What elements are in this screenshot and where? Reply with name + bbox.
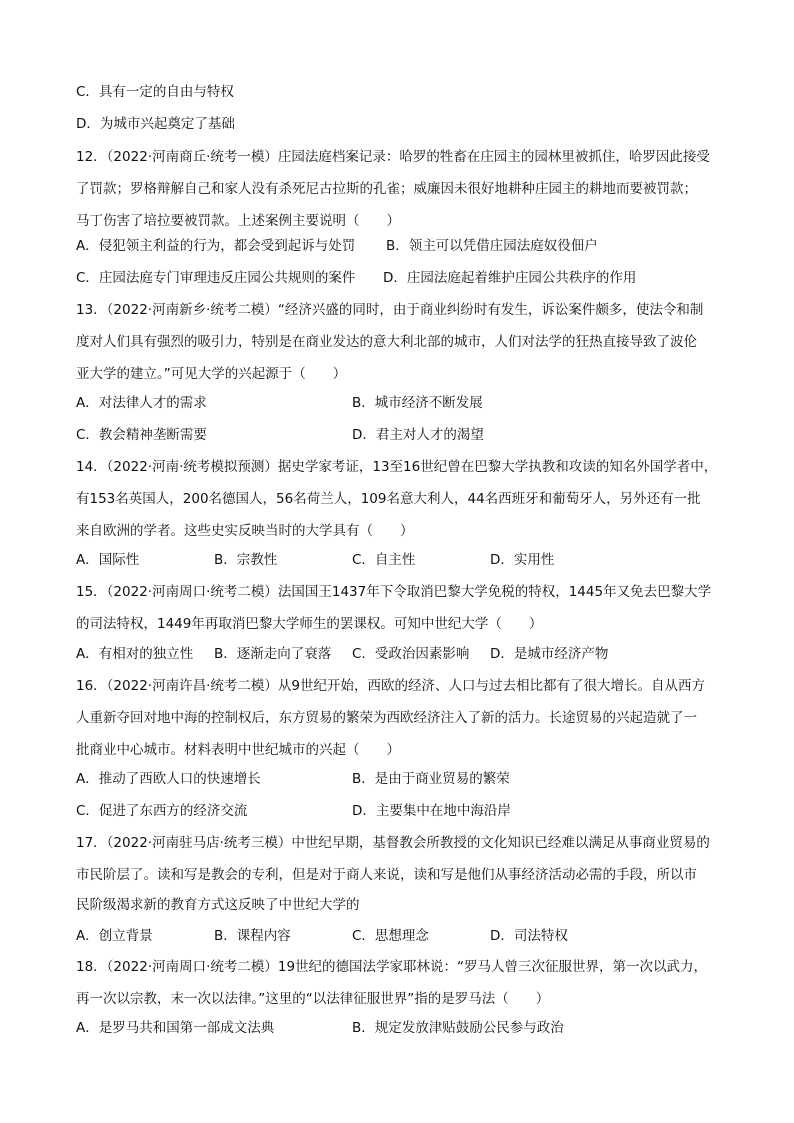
question-16-line-2: 人重新夺回对地中海的控制权后，东方贸易的繁荣为西欧经济注入了新的活力。长途贸易的兴起造就了一 [76, 710, 697, 726]
question-18-options-row [76, 1018, 736, 1038]
option-c-prev: C．具有一定的自由与特权 [76, 84, 234, 100]
question-15-option-c: C．受政治因素影响 [352, 646, 470, 662]
question-14-line-2: 有153名英国人，200名德国人，56名荷兰人，109名意大利人，44名西班牙和葡萄牙人，另外还有一批 [76, 491, 701, 507]
question-14-option-a: A．国际性 [76, 552, 140, 568]
question-12-option-b: B．领主可以凭借庄园法庭奴役佃户 [386, 238, 598, 254]
question-15-option-d: D．是城市经济产物 [490, 646, 609, 662]
question-13-option-b: B．城市经济不断发展 [352, 395, 483, 411]
question-17-options-row [76, 926, 736, 946]
question-17-option-d: D．司法特权 [490, 928, 568, 944]
question-13-options-row-1 [76, 393, 736, 413]
question-17-line-1: 17．（2022·河南驻马店·统考三模）中世纪早期，基督教会所教授的文化知识已经难以满足从事商业贸易的 [76, 835, 710, 851]
question-12-options-row-2 [76, 268, 736, 288]
question-12-line-1: 12．（2022·河南商丘·统考一模）庄园法庭档案记录：哈罗的牲畜在庄园主的园林里被抓住，哈罗因此接受 [76, 149, 710, 165]
question-17-option-b: B．课程内容 [214, 928, 291, 944]
question-17-line-2: 市民阶层了。读和写是教会的专利，但是对于商人来说，读和写是他们从事经济活动必需的手段，所以市 [76, 867, 697, 883]
question-15-option-a: A．有相对的独立性 [76, 646, 194, 662]
question-13-line-2: 度对人们具有强烈的吸引力，特别是在商业发达的意大利北部的城市，人们对法学的狂热直接导致了波伦 [76, 334, 697, 350]
question-14-option-d: D．实用性 [490, 552, 555, 568]
question-18-option-a: A．是罗马共和国第一部成文法典 [76, 1020, 275, 1036]
question-14-option-b: B．宗教性 [214, 552, 278, 568]
question-16-option-a: A．推动了西欧人口的快速增长 [76, 771, 261, 787]
question-16-options-row-1 [76, 769, 736, 789]
question-18-option-b: B．规定发放津贴鼓励公民参与政治 [352, 1020, 564, 1036]
question-12-options-row-1 [76, 236, 736, 256]
question-13-line-3: 亚大学的建立。”可见大学的兴起源于（ ） [76, 366, 347, 382]
question-14-options-row [76, 550, 736, 570]
question-13-option-c: C．教会精神垄断需要 [76, 427, 207, 443]
question-12-option-a: A．侵犯领主利益的行为，都会受到起诉与处罚 [76, 238, 356, 254]
question-16-option-c: C．促进了东西方的经济交流 [76, 803, 248, 819]
question-12-line-2: 了罚款；罗格辩解自己和家人没有杀死尼古拉斯的孔雀；威廉因未很好地耕种庄园主的耕地而要被罚款； [76, 181, 697, 197]
question-15-options-row [76, 644, 736, 664]
question-18-line-2: 再一次以宗教，末一次以法律。”这里的“以法律征服世界”指的是罗马法（ ） [76, 991, 550, 1007]
question-18-line-1: 18．（2022·河南周口·统考二模）19世纪的德国法学家耶林说：“罗马人曾三次征服世界，第一次以武力， [76, 959, 708, 975]
question-12-line-3: 马丁伤害了培拉要被罚款。上述案例主要说明（ ） [76, 213, 400, 229]
question-14-option-c: C．自主性 [352, 552, 416, 568]
question-13-line-1: 13．（2022·河南新乡·统考二模）“经济兴盛的同时，由于商业纠纷时有发生，诉讼案件颇多，使法令和制 [76, 302, 704, 318]
question-17-option-c: C．思想理念 [352, 928, 429, 944]
question-13-option-d: D．君主对人才的渴望 [352, 427, 484, 443]
question-12-option-d: D．庄园法庭起着维护庄园公共秩序的作用 [383, 270, 637, 286]
question-14-line-1: 14．（2022·河南·统考模拟预测）据史学家考证，13至16世纪曾在巴黎大学执教和攻读的知名外国学者中， [76, 459, 718, 475]
question-17-option-a: A．创立背景 [76, 928, 153, 944]
question-16-option-b: B．是由于商业贸易的繁荣 [352, 771, 510, 787]
question-17-line-3: 民阶级渴求新的教育方式这反映了中世纪大学的 [76, 897, 360, 913]
question-14-line-3: 来自欧洲的学者。这些史实反映当时的大学具有（ ） [76, 523, 414, 539]
question-13-option-a: A．对法律人才的需求 [76, 395, 207, 411]
question-15-line-1: 15．（2022·河南周口·统考二模）法国国王1437年下令取消巴黎大学免税的特权，1445年又免去巴黎大学 [76, 584, 712, 600]
question-16-options-row-2 [76, 801, 736, 821]
option-d-prev: D．为城市兴起奠定了基础 [76, 116, 235, 132]
question-15-line-2: 的司法特权，1449年再取消巴黎大学师生的罢课权。可知中世纪大学（ ） [76, 616, 543, 632]
question-16-option-d: D．主要集中在地中海沿岸 [352, 803, 511, 819]
question-16-line-1: 16．（2022·河南许昌·统考二模）从9世纪开始，西欧的经济、人口与过去相比都有了很大增长。自从西方 [76, 678, 705, 694]
question-13-options-row-2 [76, 425, 736, 445]
question-15-option-b: B．逐渐走向了衰落 [214, 646, 332, 662]
question-16-line-3: 批商业中心城市。材料表明中世纪城市的兴起（ ） [76, 742, 400, 758]
question-12-option-c: C．庄园法庭专门审理违反庄园公共规则的案件 [76, 270, 356, 286]
